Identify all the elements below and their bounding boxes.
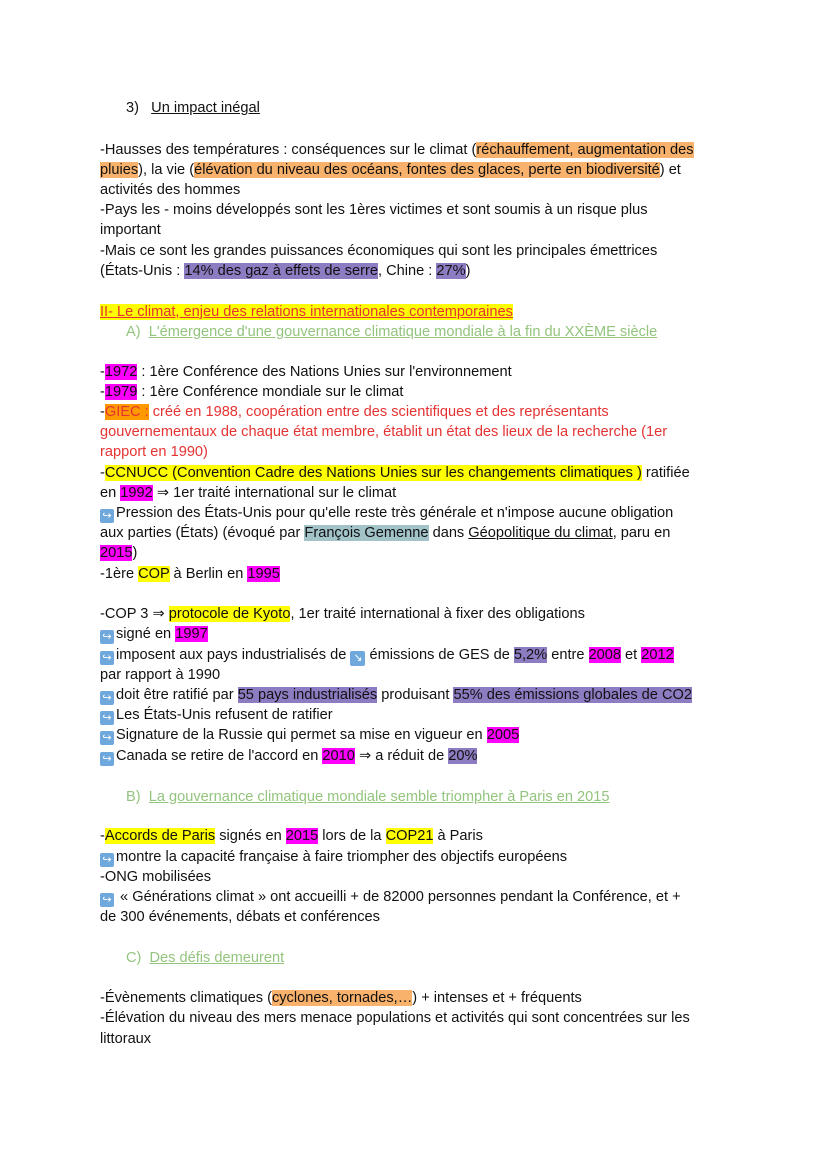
highlight: Accords de Paris bbox=[104, 828, 216, 844]
arrow-right-icon: ↪ bbox=[100, 651, 114, 665]
highlight: élévation du niveau des océans, fontes des glaces, perte en biodiversité bbox=[194, 162, 660, 178]
text-line: ↪ doit être ratifié par 55 pays industrialisés produisant 55% des émissions globales de CO2 bbox=[100, 685, 692, 705]
text-line: 2015) bbox=[100, 545, 138, 561]
text-line: en 1992 ⇒ 1er traité international sur le climat bbox=[100, 485, 397, 501]
year-highlight: 2015 bbox=[285, 828, 319, 844]
highlight: 20% bbox=[448, 748, 478, 764]
arrow-right-icon: ↪ bbox=[100, 630, 114, 644]
text-line: ↪ Les États-Unis refusent de ratifier bbox=[100, 705, 333, 725]
text-line: -Hausses des températures : conséquences sur le climat (réchauffement, augmentation des bbox=[100, 142, 694, 158]
year-highlight: 1979 bbox=[104, 384, 138, 400]
text-line: -CCNUCC (Convention Cadre des Nations Unies sur les changements climatiques ) ratifiée bbox=[100, 465, 690, 481]
text-line: ↪ Pression des États-Unis pour qu'elle reste très générale et n'impose aucune obligation bbox=[100, 503, 673, 523]
text-line: ↪ Canada se retire de l'accord en 2010 ⇒ a réduit de 20% bbox=[100, 746, 477, 766]
highlight: COP21 bbox=[385, 828, 434, 844]
year-highlight: 1995 bbox=[247, 566, 280, 582]
highlight: réchauffement, augmentation des bbox=[476, 142, 694, 158]
text-line: -Évènements climatiques (cyclones, tornades,…) + intenses et + fréquents bbox=[100, 990, 582, 1006]
year-highlight: 1997 bbox=[175, 626, 208, 642]
section-3-heading bbox=[126, 98, 260, 118]
arrow-right-icon: ↪ bbox=[100, 731, 114, 745]
arrow-down-icon: ↘ bbox=[350, 651, 365, 666]
arrow-right-icon: ↪ bbox=[100, 893, 114, 907]
text-line: important bbox=[100, 222, 161, 238]
text-line: ↪ imposent aux pays industrialisés de ↘ émissions de GES de 5,2% entre 2008 et 2012 bbox=[100, 645, 674, 665]
text-line: de 300 événements, débats et conférences bbox=[100, 909, 380, 925]
text-line: littoraux bbox=[100, 1031, 152, 1047]
text-line: ↪ « Générations climat » ont accueilli + de 82000 personnes pendant la Conférence, et + bbox=[100, 887, 681, 907]
highlight: 5,2% bbox=[513, 647, 548, 663]
highlight: 27% bbox=[436, 263, 466, 279]
text-line: -Accords de Paris signés en 2015 lors de la COP21 à Paris bbox=[100, 828, 483, 844]
text-line: -COP 3 ⇒ protocole de Kyoto, 1er traité international à fixer des obligations bbox=[100, 606, 585, 622]
text-line: ↪ Signature de la Russie qui permet sa mise en vigueur en 2005 bbox=[100, 725, 519, 745]
text-line: gouvernementaux de chaque état membre, établit un état des lieux de la recherche (1er bbox=[100, 424, 668, 440]
text-line: aux parties (États) (évoqué par François Gemenne dans Géopolitique du climat, paru en bbox=[100, 525, 671, 541]
text-line: par rapport à 1990 bbox=[100, 667, 221, 683]
text-line: ↪ signé en 1997 bbox=[100, 624, 208, 644]
highlight: COP bbox=[138, 566, 170, 582]
text-line: ↪ montre la capacité française à faire triompher des objectifs européens bbox=[100, 847, 567, 867]
text-line: -Élévation du niveau des mers menace populations et activités qui sont concentrées sur les bbox=[100, 1010, 690, 1026]
text-line: activités des hommes bbox=[100, 182, 241, 198]
text-line: -1979 : 1ère Conférence mondiale sur le climat bbox=[100, 384, 404, 400]
highlight: GIEC : bbox=[104, 404, 149, 420]
text-line: -Mais ce sont les grandes puissances économiques qui sont les principales émettrices bbox=[100, 243, 658, 259]
text-line: -GIEC : créé en 1988, coopération entre des scientifiques et des représentants bbox=[100, 404, 609, 420]
year-highlight: 2005 bbox=[486, 727, 520, 743]
year-highlight: 2015 bbox=[100, 545, 133, 561]
text-line: -Pays les - moins développés sont les 1ères victimes et sont soumis à un risque plus bbox=[100, 202, 648, 218]
subsection-b-heading: B) La gouvernance climatique mondiale semble triompher à Paris en 2015 bbox=[126, 789, 610, 805]
year-highlight: 1972 bbox=[104, 364, 138, 380]
arrow-right-icon: ↪ bbox=[100, 711, 114, 725]
highlight: 55% des émissions globales de CO2 bbox=[453, 687, 692, 703]
highlight: protocole de Kyoto bbox=[168, 606, 291, 622]
section-title: Un impact inégal bbox=[151, 100, 260, 116]
text-line: -ONG mobilisées bbox=[100, 869, 212, 885]
text-line: -1ère COP à Berlin en 1995 bbox=[100, 566, 280, 582]
arrow-right-icon: ↪ bbox=[100, 691, 114, 705]
year-highlight: 2008 bbox=[588, 647, 621, 663]
text-line: pluies), la vie (élévation du niveau des océans, fontes des glaces, perte en biodiversité) et bbox=[100, 162, 681, 178]
subsection-a-heading: A) L'émergence d'une gouvernance climatique mondiale à la fin du XXÈME siècle bbox=[126, 324, 658, 340]
text-line: (États-Unis : 14% des gaz à effets de serre, Chine : 27%) bbox=[100, 263, 471, 279]
year-highlight: 1992 bbox=[120, 485, 153, 501]
arrow-right-icon: ↪ bbox=[100, 752, 114, 766]
year-highlight: 2010 bbox=[322, 748, 355, 764]
arrow-right-icon: ↪ bbox=[100, 509, 114, 523]
year-highlight: 2012 bbox=[641, 647, 674, 663]
highlight: cyclones, tornades,… bbox=[271, 990, 413, 1006]
section-number: 3) bbox=[126, 100, 139, 116]
highlight: 55 pays industrialisés bbox=[237, 687, 378, 703]
highlight: 14% des gaz à effets de serre bbox=[184, 263, 378, 279]
text-line: rapport en 1990) bbox=[100, 444, 208, 460]
highlight: François Gemenne bbox=[304, 525, 429, 541]
subsection-c-heading: C) Des défis demeurent bbox=[126, 950, 285, 966]
part-2-heading: II- Le climat, enjeu des relations internationales contemporaines bbox=[100, 304, 513, 320]
arrow-right-icon: ↪ bbox=[100, 853, 114, 867]
highlight: pluies bbox=[100, 162, 139, 178]
highlight: CCNUCC (Convention Cadre des Nations Unies sur les changements climatiques ) bbox=[104, 465, 642, 481]
text-line: -1972 : 1ère Conférence des Nations Unies sur l'environnement bbox=[100, 364, 512, 380]
